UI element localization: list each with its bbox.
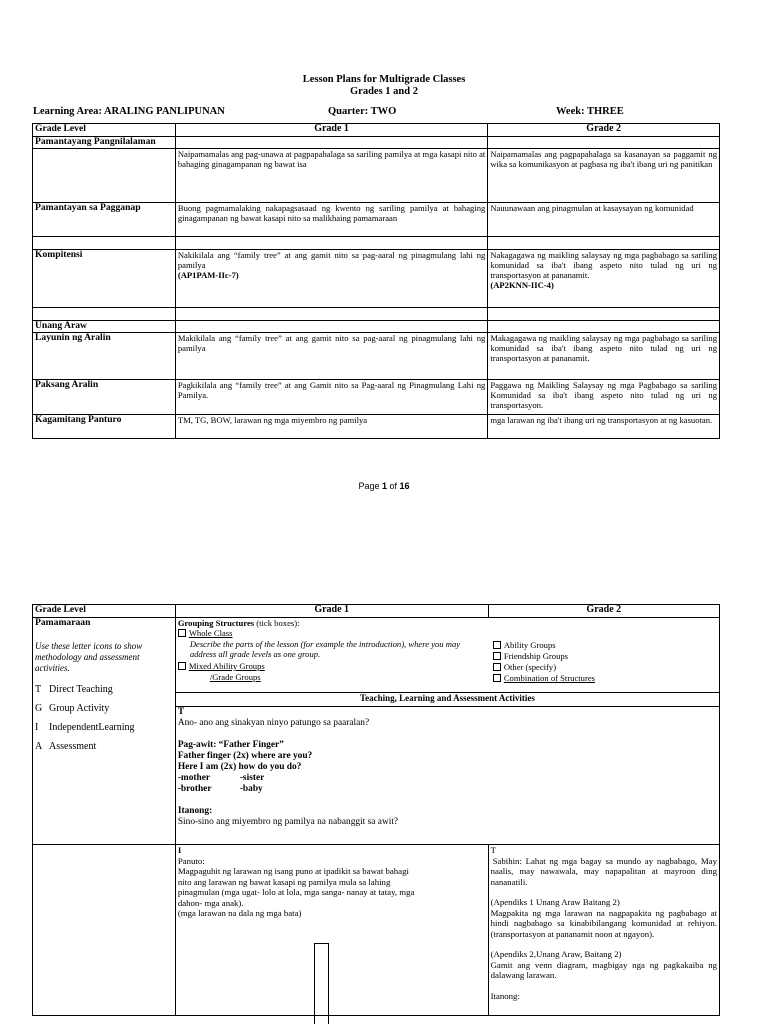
- header-grade-2: Grade 2: [488, 605, 719, 618]
- cell-g1: Pagkikilala ang “family tree” at ang Gamit nito sa Pag-aaral ng Pinagmulang Lahi ng Pamilya.: [175, 380, 487, 415]
- cell-g1: Nakikilala ang “family tree” at ang gamit nito sa pag-aaral ng pinagmulang lahi ng pamilya (AP1PAM-IIc-7): [175, 250, 487, 308]
- combination-option[interactable]: Combination of Structures: [493, 673, 595, 683]
- cell-g1: TM, TG, BOW, larawan ng mga miyembro ng pamilya: [175, 415, 487, 439]
- cell-g1: Buong pagmamalaking nakapagsasaad ng kwento ng sariling pamilya at bahaging ginagampanan ng bawat kasapi nito sa malikhaing pamamaraan: [175, 203, 487, 237]
- cell-g2: Nakagagawa ng maikling salaysay ng mga pagbabago sa sariling komunidad sa iba't ibang aspeto nito tulad ng uri ng transportasyon at pananamit. (AP2KNN-IIC-4): [488, 250, 720, 308]
- checkbox-icon[interactable]: [178, 629, 186, 637]
- lesson-plan-table-2: [32, 604, 720, 1016]
- row-label: Layunin ng Aralin: [33, 333, 176, 380]
- row-label: Kompitensi: [33, 250, 176, 308]
- friendship-groups-option[interactable]: Friendship Groups: [493, 651, 568, 661]
- activity-whole-class: T Ano- ano ang sinakyan ninyo patungo sa paaralan? Pag-awit: “Father Finger” Father finger (2x) where are you? Here I am (2x) how do you do? -mother -sister -brother -baby Itanong: Sino-sino ang miyembro ng pamilya na nabanggit sa awit?: [175, 707, 719, 845]
- row-label: Paksang Aralin: [33, 380, 176, 415]
- header-grade-1: Grade 1: [175, 605, 488, 618]
- row-label: Pamantayan sa Pagganap: [33, 203, 176, 237]
- tla-title: Teaching, Learning and Assessment Activities: [175, 693, 719, 707]
- pamamaraan-label: Pamamaraan: [35, 617, 91, 628]
- grade-groups-label: /Grade Groups: [209, 672, 261, 682]
- cell-g1: Makikilala ang “family tree” at ang gamit nito sa pag-aaral ng pinagmulang lahi ng pamilya: [175, 333, 487, 380]
- activity-g2: T Sabihin: Lahat ng mga bagay sa mundo ay nagbabago, May naalis, may nawawala, may napapalitan at mayroon ding nananatili. (Apendiks 1 Unang Araw Baitang 2) Magpakita ng mga larawan na nagpapakita ng pagbabago at hindi nagbabago sa kinabibilangang komunidad at rehiyon. (transportasyon at pananamit noon at ngayon). (Apendiks 2,Unang Araw, Baitang 2) Gamit ang venn diagram, magbigay nga ng pagkakaiba ng dalawang larawan. Itanong:: [488, 845, 719, 1016]
- cell-g1: Naipamamalas ang pag-unawa at pagpapahalaga sa sariling pamilya at mga kasapi nito at bahaging ginagampanan ng bawat isa: [175, 149, 487, 203]
- icons-note: Use these letter icons to show methodology and assessment activities.: [35, 641, 143, 673]
- legend-item: A Assessment: [35, 741, 97, 752]
- cell-g2: mga larawan ng iba't ibang uri ng transportasyon at ng kasuotan.: [488, 415, 720, 439]
- letter-legend: [35, 680, 173, 756]
- row-label: Pamantayang Pangnilalaman: [33, 137, 176, 149]
- cell-g2: Makagagawa ng maikling salaysay ng mga pagbabago sa sariling komunidad sa iba't ibang aspeto nito tulad ng uri ng transportasyon at pananamit.: [488, 333, 720, 380]
- empty-cell: [33, 845, 176, 1016]
- row-label: [33, 149, 176, 203]
- legend-item: I IndependentLearning: [35, 722, 135, 733]
- lesson-plan-table-1: [32, 123, 720, 439]
- document-subtitle: Grades 1 and 2: [350, 86, 418, 97]
- cell-g2: Naipamamalas ang pagpapahalaga sa kasanayan sa paggamit ng wika sa komunikasyon at pagbasa ng iba't ibang uri ng panitikan: [488, 149, 720, 203]
- legend-item: T Direct Teaching: [35, 684, 113, 695]
- checkbox-icon[interactable]: [493, 652, 501, 660]
- competency-code: (AP2KNN-IIC-4): [490, 280, 554, 290]
- quarter: Quarter: TWO: [328, 106, 397, 117]
- checkbox-icon[interactable]: [493, 663, 501, 671]
- other-option[interactable]: Other (specify): [493, 662, 556, 672]
- checkbox-icon[interactable]: [178, 662, 186, 670]
- cell-g1: [175, 137, 487, 149]
- header-grade-2: Grade 2: [488, 124, 720, 137]
- row-label: Kagamitang Panturo: [33, 415, 176, 439]
- activity-g1: I Panuto: Magpaguhit ng larawan ng isang puno at ipadikit sa bawat bahagi nito ang larawan ng bawat kasapi ng pamilya mula sa lahing pinagmulan (mga ugat- lolo at lola, mga sanga- nanay at tatay, mga dahon- mga anak). (mga larawan na dala ng mga bata): [175, 845, 488, 1016]
- grouping-cell: Grouping Structures (tick boxes): Whole Class Describe the parts of the lesson (for example the introduction), where you may address all grade levels as one group. Mixed Ability Groups /Grade Groups Ability Groups Friendship Groups Other (specify) Combination of Structures: [175, 618, 719, 693]
- cell-g2: [488, 137, 720, 149]
- describe-note: Describe the parts of the lesson (for example the introduction), where you may address all grade levels as one group.: [189, 639, 461, 659]
- row-label: Unang Araw: [33, 321, 176, 333]
- checkbox-icon[interactable]: [493, 674, 501, 682]
- whole-class-option[interactable]: Whole Class: [178, 628, 233, 638]
- cell-g2: Paggawa ng Maikling Salaysay ng mga Pagbabago sa sariling Komunidad sa iba't ibang aspeto nito tulad ng uri ng transportasyon.: [488, 380, 720, 415]
- ability-groups-option[interactable]: Ability Groups: [493, 640, 556, 650]
- document-title: Lesson Plans for Multigrade Classes: [302, 74, 466, 85]
- page-number: Page 1 of 16: [358, 481, 410, 491]
- learning-area: Learning Area: ARALING PANLIPUNAN: [33, 106, 225, 117]
- header-grade-1: Grade 1: [175, 124, 487, 137]
- week: Week: THREE: [556, 106, 624, 117]
- legend-item: G Group Activity: [35, 703, 110, 714]
- cell-g2: Nauunawaan ang pinagmulan at kasaysayan ng komunidad: [488, 203, 720, 237]
- checkbox-icon[interactable]: [493, 641, 501, 649]
- header-grade-level: Grade Level: [33, 605, 176, 618]
- arrow-shape: [314, 943, 329, 1024]
- pamamaraan-cell: [33, 618, 176, 845]
- competency-code: (AP1PAM-IIc-7): [177, 270, 239, 280]
- mixed-ability-option[interactable]: Mixed Ability Groups: [178, 661, 265, 671]
- header-grade-level: Grade Level: [33, 124, 176, 137]
